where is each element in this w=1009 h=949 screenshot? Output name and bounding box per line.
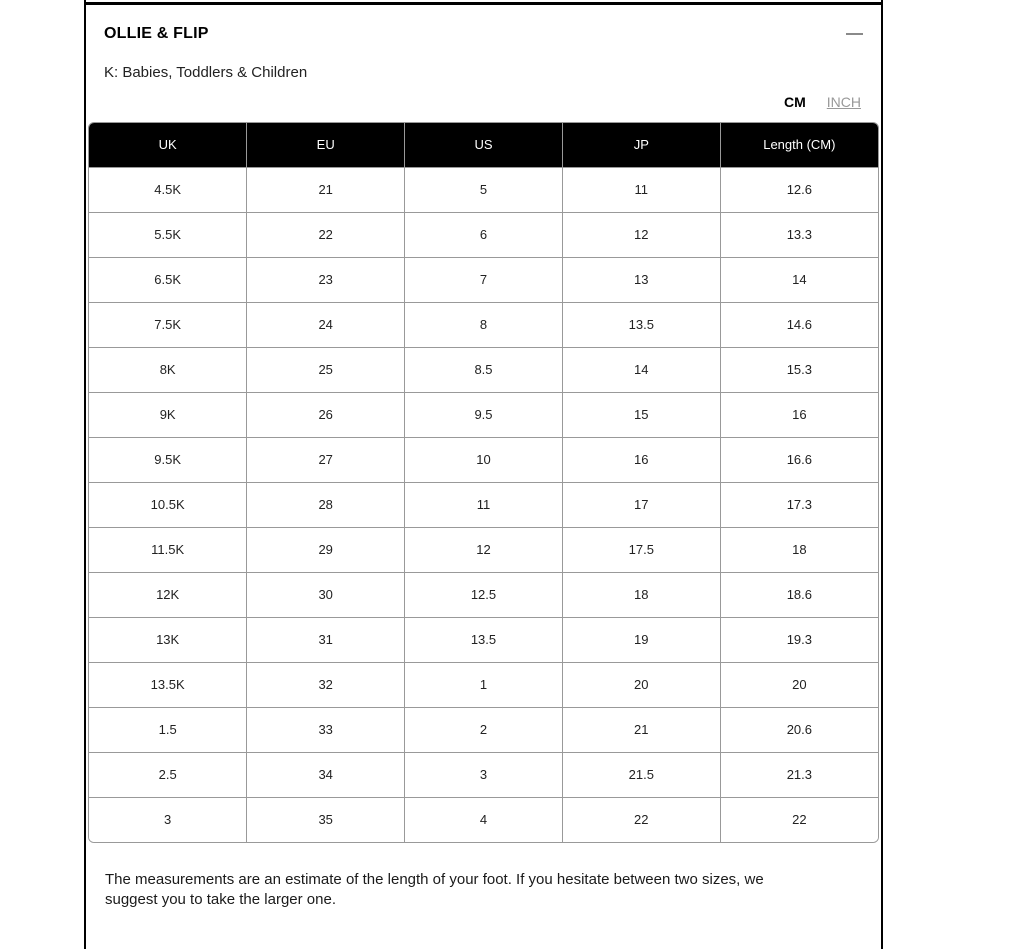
table-row: [89, 437, 878, 482]
size-cell: 23: [247, 257, 405, 302]
table-row: [89, 572, 878, 617]
size-cell: 3: [89, 797, 247, 842]
column-header: UK: [89, 123, 247, 167]
size-cell: 16.6: [720, 437, 878, 482]
size-cell: 12.6: [720, 167, 878, 212]
size-cell: 11: [562, 167, 720, 212]
size-cell: 13.5K: [89, 662, 247, 707]
size-cell: 15: [562, 392, 720, 437]
size-cell: 22: [247, 212, 405, 257]
table-row: [89, 392, 878, 437]
unit-inch-button[interactable]: INCH: [826, 94, 861, 110]
size-cell: 3: [405, 752, 563, 797]
size-cell: 31: [247, 617, 405, 662]
size-cell: 9.5: [405, 392, 563, 437]
size-cell: 18.6: [720, 572, 878, 617]
size-cell: 5: [405, 167, 563, 212]
panel-header: [86, 5, 881, 43]
size-cell: 34: [247, 752, 405, 797]
table-row: [89, 212, 878, 257]
size-cell: 22: [562, 797, 720, 842]
size-table: [89, 123, 878, 842]
size-cell: 7: [405, 257, 563, 302]
size-cell: 18: [562, 572, 720, 617]
size-cell: 17: [562, 482, 720, 527]
size-cell: 13K: [89, 617, 247, 662]
size-cell: 2.5: [89, 752, 247, 797]
size-cell: 11: [405, 482, 563, 527]
size-cell: 13: [562, 257, 720, 302]
size-cell: 1.5: [89, 707, 247, 752]
column-header: Length (CM): [720, 123, 878, 167]
size-cell: 12: [405, 527, 563, 572]
unit-toggle: [86, 94, 881, 110]
brand-title: OLLIE & FLIP: [104, 25, 209, 42]
size-cell: 12.5: [405, 572, 563, 617]
size-cell: 20: [720, 662, 878, 707]
size-cell: 18: [720, 527, 878, 572]
column-header: JP: [562, 123, 720, 167]
unit-cm-button[interactable]: CM: [783, 94, 806, 110]
size-cell: 20: [562, 662, 720, 707]
size-cell: 17.3: [720, 482, 878, 527]
size-cell: 4.5K: [89, 167, 247, 212]
collapse-minus-icon[interactable]: [846, 33, 863, 35]
size-cell: 30: [247, 572, 405, 617]
size-cell: 1: [405, 662, 563, 707]
size-cell: 12: [562, 212, 720, 257]
size-cell: 25: [247, 347, 405, 392]
size-cell: 8: [405, 302, 563, 347]
size-cell: 33: [247, 707, 405, 752]
table-row: [89, 662, 878, 707]
size-cell: 15.3: [720, 347, 878, 392]
table-row: [89, 302, 878, 347]
table-row: [89, 482, 878, 527]
size-cell: 22: [720, 797, 878, 842]
size-cell: 28: [247, 482, 405, 527]
table-row: [89, 527, 878, 572]
size-table-container: [88, 122, 879, 843]
size-cell: 32: [247, 662, 405, 707]
table-row: [89, 752, 878, 797]
column-header: US: [405, 123, 563, 167]
size-cell: 20.6: [720, 707, 878, 752]
size-cell: 9K: [89, 392, 247, 437]
size-cell: 19.3: [720, 617, 878, 662]
size-cell: 14: [720, 257, 878, 302]
size-cell: 11.5K: [89, 527, 247, 572]
size-cell: 10.5K: [89, 482, 247, 527]
table-row: [89, 797, 878, 842]
size-cell: 6.5K: [89, 257, 247, 302]
size-cell: 14: [562, 347, 720, 392]
size-cell: 14.6: [720, 302, 878, 347]
size-cell: 5.5K: [89, 212, 247, 257]
size-cell: 21.3: [720, 752, 878, 797]
size-cell: 21: [562, 707, 720, 752]
size-cell: 17.5: [562, 527, 720, 572]
size-cell: 19: [562, 617, 720, 662]
size-cell: 7.5K: [89, 302, 247, 347]
size-cell: 9.5K: [89, 437, 247, 482]
size-cell: 13.5: [405, 617, 563, 662]
size-cell: 27: [247, 437, 405, 482]
size-cell: 12K: [89, 572, 247, 617]
size-cell: 26: [247, 392, 405, 437]
size-cell: 8.5: [405, 347, 563, 392]
size-cell: 24: [247, 302, 405, 347]
table-row: [89, 707, 878, 752]
size-cell: 13.3: [720, 212, 878, 257]
size-cell: 6: [405, 212, 563, 257]
size-cell: 4: [405, 797, 563, 842]
size-table-body: [89, 167, 878, 842]
table-row: [89, 347, 878, 392]
size-cell: 16: [720, 392, 878, 437]
size-cell: 16: [562, 437, 720, 482]
category-subtitle: K: Babies, Toddlers & Children: [104, 64, 308, 81]
size-cell: 21: [247, 167, 405, 212]
size-cell: 2: [405, 707, 563, 752]
size-cell: 29: [247, 527, 405, 572]
size-chart-panel: [84, 0, 883, 949]
size-cell: 8K: [89, 347, 247, 392]
size-cell: 35: [247, 797, 405, 842]
header-row: [89, 123, 878, 167]
size-table-header: [89, 123, 878, 167]
table-row: [89, 257, 878, 302]
column-header: EU: [247, 123, 405, 167]
measurement-note: The measurements are an estimate of the length of your foot. If you hesitate between two sizes, we suggest you to take the larger one.: [105, 871, 764, 908]
table-row: [89, 167, 878, 212]
size-cell: 21.5: [562, 752, 720, 797]
size-cell: 10: [405, 437, 563, 482]
table-row: [89, 617, 878, 662]
size-cell: 13.5: [562, 302, 720, 347]
